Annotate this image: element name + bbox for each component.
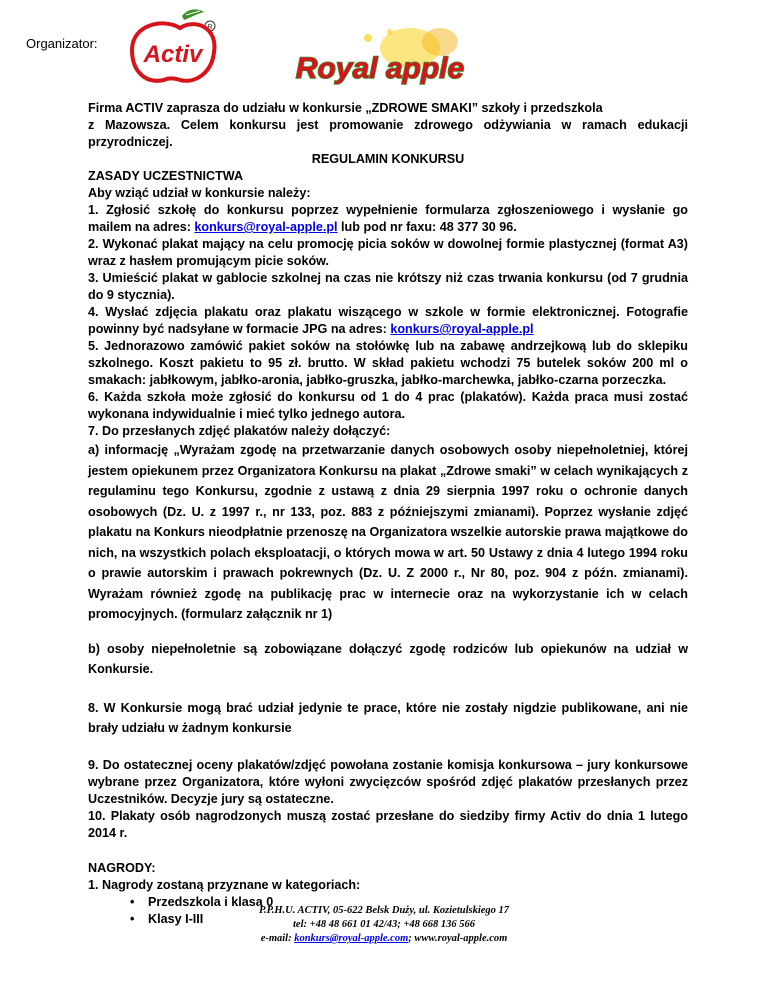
rule-7b: b) osoby niepełnoletnie są zobowiązane dołączyć zgodę rodziców lub opiekunów na udział w Konkursie.: [88, 641, 688, 676]
prizes-heading: NAGRODY:: [88, 860, 156, 875]
rule-9: 9. Do ostatecznej oceny plakatów/zdjęć powołana zostanie komisja konkursowa – jury konkursowe wybrane przez Organizatora, które wyłoni zwycięzców spośród zdjęć plakatów przesłanych przez Uczestników. Decyzje jury są ostateczne.: [88, 757, 688, 806]
rule-7: 7. Do przesłanych zdjęć plakatów należy dołączyć:: [88, 424, 391, 438]
footer-company: P.P.H.U. ACTIV, 05-622 Belsk Duży, ul. Kozietulskiego 17: [258, 905, 510, 916]
list-item: • Przedszkola i klasa 0: [130, 894, 688, 911]
rule-10: 10. Plakaty osób nagrodzonych muszą zostać przesłane do siedziby firmy Activ do dnia 1 lutego 2014 r.: [88, 808, 688, 840]
intro-line-1: Firma ACTIV zaprasza do udziału w konkursie „ZDROWE SMAKI” szkoły i przedszkola: [88, 101, 603, 115]
email-link[interactable]: konkurs@royal-apple.pl: [390, 322, 534, 336]
regulations-document: [88, 100, 688, 928]
rule-7a: a) informację „Wyrażam zgodę na przetwarzanie danych osobowych osoby niepełnoletniej, której jestem opiekunem przez Organizatora Konkursu na plakat „Zdrowe smaki” w celach wynikających z regulaminu tego Konkursu, zgodnie z ustawą z dnia 29 sierpnia 1997 roku o ochronie danych osobowych (Dz. U. z 1997 r., nr 133, poz. 883 z późniejszymi zmianami). Poprzez wysłanie zdjęć plakatu na Konkurs nieodpłatnie przenoszę na Organizatora wszelkie autorskie prawa majątkowe do nich, na wszystkich polach eksploatacji, o których mowa w art. 50 Ustawy z dnia 4 lutego 1994 roku o prawie autorskim i prawach pokrewnych (Dz. U. Z 2000 r., Nr 80, poz. 904 z późn. zmianami). Wyrażam również zgodę na publikację prac w internecie oraz na wykorzystanie ich w celach promocyjnych. (formularz załącznik nr 1): [88, 443, 688, 621]
royal-apple-logo-text: Royal apple: [295, 52, 465, 85]
document-title: REGULAMIN KONKURSU: [311, 152, 465, 166]
intro-line-2: z Mazowsza. Celem konkursu jest promowanie zdrowego odżywiania w ramach edukacji przyrodniczej.: [88, 118, 688, 149]
footer-phone: tel: +48 48 661 01 42/43; +48 668 136 566: [293, 919, 475, 930]
rule-6: 6. Każda szkoła może zgłosić do konkursu od 1 do 4 prac (plakatów). Każda praca musi zostać wykonana indywidualnie i mieć tylko jednego autora.: [88, 390, 688, 421]
svg-text:R: R: [207, 24, 213, 31]
footer: [0, 904, 768, 946]
rule-4: 4. Wysłać zdjęcia plakatu oraz plakatu wiszącego w szkole w formie elektronicznej. Fotografie powinny być nadsyłane w formacie JPG na adres: konkurs@royal-apple.pl: [88, 305, 688, 336]
rules-lead: Aby wziąć udział w konkursie należy:: [88, 186, 311, 200]
rule-3: 3. Umieścić plakat w gablocie szkolnej na czas nie krótszy niż czas trwania konkursu (od 7 grudnia do 9 stycznia).: [88, 271, 688, 302]
footer-email-link[interactable]: konkurs@royal-apple.com: [294, 933, 409, 944]
rule-5: 5. Jednorazowo zamówić pakiet soków na stołówkę lub na zabawę andrzejkową lub do sklepiku szkolnego. Koszt pakietu to 95 zł. brutto. W skład pakietu wchodzi 75 butelek soków 200 ml o smakach: jabłkowym, jabłko-aronia, jabłko-gruszka, jabłko-marchewka, jabłko-czarna porzeczka.: [88, 339, 688, 387]
footer-contact: e-mail: konkurs@royal-apple.com; www.royal-apple.com: [260, 933, 508, 944]
rule-2: 2. Wykonać plakat mający na celu promocję picia soków w dowolnej formie plastycznej (format A3) wraz z hasłem promującym picie soków.: [88, 237, 688, 268]
activ-logo: [124, 6, 220, 86]
rule-8: 8. W Konkursie mogą brać udział jedynie te prace, które nie zostały nigdzie publikowane, ani nie brały udziału w żadnym konkursie: [88, 700, 688, 735]
activ-logo-text: Activ: [143, 41, 203, 68]
rule-1: 1. Zgłosić szkołę do konkursu poprzez wypełnienie formularza zgłoszeniowego i wysłanie go mailem na adres: konkurs@royal-apple.pl lub pod nr faxu: 48 377 30 96.: [88, 203, 688, 234]
email-link[interactable]: konkurs@royal-apple.pl: [194, 220, 338, 234]
organizer-label: Organizator:: [26, 36, 98, 51]
list-item: • Klasy I-III: [130, 911, 688, 928]
section-heading-rules: ZASADY UCZESTNICTWA: [88, 169, 244, 183]
prizes-lead: 1. Nagrody zostaną przyznane w kategoriach:: [88, 877, 361, 892]
royal-apple-logo: [290, 26, 470, 94]
